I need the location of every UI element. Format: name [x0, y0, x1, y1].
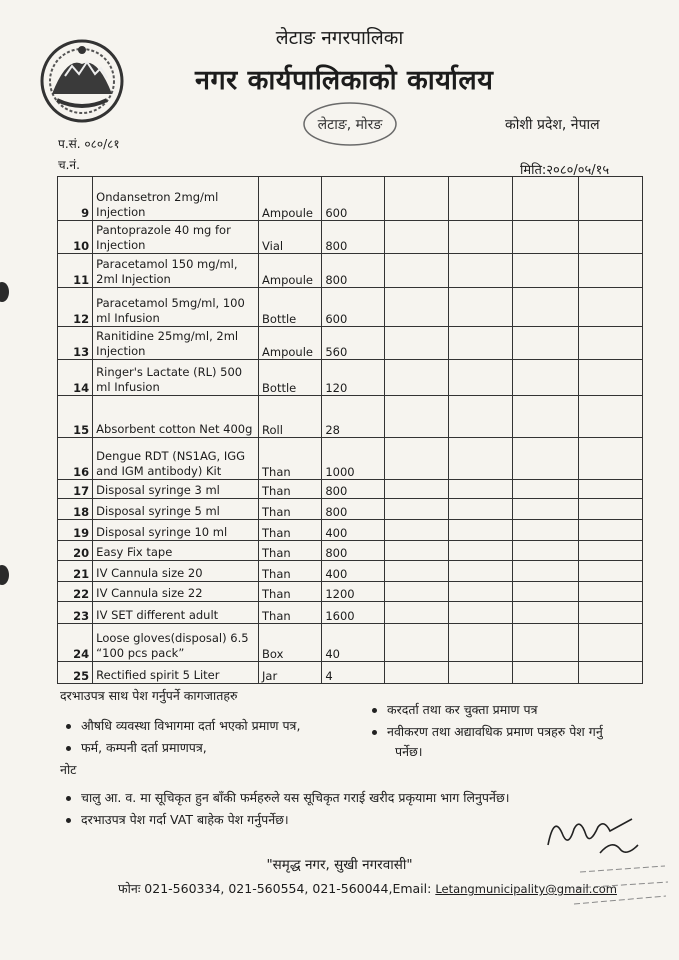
table-row — [58, 396, 643, 438]
empty-cell — [448, 541, 512, 561]
serial-number-cell: 14 — [58, 360, 93, 396]
serial-number-cell: 18 — [58, 499, 93, 520]
item-description-cell: Absorbent cotton Net 400g — [93, 396, 259, 438]
office-stamp — [300, 96, 400, 148]
empty-cell — [384, 177, 448, 221]
empty-cell — [578, 499, 642, 520]
item-description-cell: Ondansetron 2mg/ml Injection — [93, 177, 259, 221]
unit-cell: Than — [259, 520, 322, 541]
documents-heading: दरभाउपत्र साथ पेश गर्नुपर्ने कागजातहरु — [60, 688, 238, 703]
empty-cell — [513, 396, 578, 438]
table-row — [58, 177, 643, 221]
empty-cell — [513, 520, 578, 541]
unit-cell: Than — [259, 541, 322, 561]
table-row — [58, 438, 643, 480]
table-row — [58, 561, 643, 582]
empty-cell — [384, 541, 448, 561]
empty-cell — [578, 520, 642, 541]
empty-cell — [513, 288, 578, 327]
empty-cell — [448, 561, 512, 582]
item-description-cell: Paracetamol 150 mg/ml, 2ml Injection — [93, 254, 259, 288]
contact-line — [118, 880, 617, 897]
empty-cell — [384, 561, 448, 582]
serial-number-cell: 9 — [58, 177, 93, 221]
empty-cell — [448, 177, 512, 221]
municipality-name: लेटाङ नगरपालिका — [275, 27, 404, 49]
unit-cell: Ampoule — [259, 327, 322, 360]
serial-number-cell: 22 — [58, 582, 93, 602]
table-row — [58, 360, 643, 396]
serial-number-cell: 23 — [58, 602, 93, 624]
empty-cell — [513, 438, 578, 480]
table-row — [58, 288, 643, 327]
item-description-cell: Pantoprazole 40 mg for Injection — [93, 221, 259, 254]
note-item: दरभाउपत्र पेश गर्दा VAT बाहेक पेश गर्नुपर्नेछ। — [66, 811, 289, 828]
slogan: "समृद्ध नगर, सुखी नगरवासी" — [266, 857, 413, 873]
empty-cell — [448, 254, 512, 288]
unit-cell: Bottle — [259, 360, 322, 396]
empty-cell — [384, 360, 448, 396]
empty-cell — [384, 582, 448, 602]
quantity-cell: 400 — [322, 520, 384, 541]
unit-cell: Than — [259, 582, 322, 602]
empty-cell — [384, 662, 448, 684]
table-row — [58, 499, 643, 520]
document-item: करदर्ता तथा कर चुक्ता प्रमाण पत्र — [372, 701, 538, 718]
unit-cell: Than — [259, 438, 322, 480]
empty-cell — [448, 662, 512, 684]
items-table — [57, 176, 643, 684]
email-label: Email: — [392, 881, 436, 896]
empty-cell — [513, 360, 578, 396]
empty-cell — [578, 327, 642, 360]
empty-cell — [448, 438, 512, 480]
serial-number-cell: 12 — [58, 288, 93, 327]
letter-number: प.सं. ०८०/८१ — [58, 137, 120, 151]
unit-cell: Than — [259, 561, 322, 582]
empty-cell — [513, 602, 578, 624]
province-label: कोशी प्रदेश, नेपाल — [505, 117, 600, 133]
empty-cell — [384, 396, 448, 438]
bullet-icon — [372, 730, 377, 735]
empty-cell — [513, 221, 578, 254]
empty-cell — [578, 480, 642, 499]
empty-cell — [448, 582, 512, 602]
empty-cell — [384, 288, 448, 327]
serial-number-cell: 11 — [58, 254, 93, 288]
item-description-cell: Ringer's Lactate (RL) 500 ml Infusion — [93, 360, 259, 396]
quantity-cell: 1000 — [322, 438, 384, 480]
table-row — [58, 582, 643, 602]
unit-cell: Vial — [259, 221, 322, 254]
table-row — [58, 541, 643, 561]
table-row — [58, 662, 643, 684]
serial-number-cell: 25 — [58, 662, 93, 684]
empty-cell — [448, 360, 512, 396]
table-row — [58, 520, 643, 541]
unit-cell: Bottle — [259, 288, 322, 327]
empty-cell — [578, 541, 642, 561]
quantity-cell: 600 — [322, 177, 384, 221]
quantity-cell: 800 — [322, 541, 384, 561]
empty-cell — [578, 288, 642, 327]
empty-cell — [513, 582, 578, 602]
item-description-cell: Easy Fix tape — [93, 541, 259, 561]
table-row — [58, 624, 643, 662]
serial-number-cell: 21 — [58, 561, 93, 582]
serial-number-cell: 15 — [58, 396, 93, 438]
quantity-cell: 800 — [322, 499, 384, 520]
unit-cell: Than — [259, 480, 322, 499]
empty-cell — [578, 254, 642, 288]
empty-cell — [448, 288, 512, 327]
empty-cell — [513, 254, 578, 288]
quantity-cell: 1600 — [322, 602, 384, 624]
document-item: फर्म, कम्पनी दर्ता प्रमाणपत्र, — [66, 739, 207, 756]
item-description-cell: IV Cannula size 22 — [93, 582, 259, 602]
empty-cell — [384, 438, 448, 480]
empty-cell — [578, 177, 642, 221]
quantity-cell: 1200 — [322, 582, 384, 602]
serial-number-cell: 13 — [58, 327, 93, 360]
quantity-cell: 800 — [322, 254, 384, 288]
bullet-icon — [66, 818, 71, 823]
empty-cell — [513, 177, 578, 221]
table-row — [58, 602, 643, 624]
quantity-cell: 400 — [322, 561, 384, 582]
empty-cell — [578, 662, 642, 684]
item-description-cell: Loose gloves(disposal) 6.5 “100 pcs pack” — [93, 624, 259, 662]
table-row — [58, 254, 643, 288]
empty-cell — [448, 520, 512, 541]
empty-cell — [578, 602, 642, 624]
table-row — [58, 327, 643, 360]
quantity-cell: 800 — [322, 221, 384, 254]
empty-cell — [578, 360, 642, 396]
serial-number-cell: 19 — [58, 520, 93, 541]
item-description-cell: Disposal syringe 10 ml — [93, 520, 259, 541]
item-description-cell: Disposal syringe 5 ml — [93, 499, 259, 520]
empty-cell — [448, 480, 512, 499]
empty-cell — [384, 254, 448, 288]
quantity-cell: 40 — [322, 624, 384, 662]
item-description-cell: Rectified spirit 5 Liter — [93, 662, 259, 684]
quantity-cell: 120 — [322, 360, 384, 396]
empty-cell — [384, 221, 448, 254]
table-row — [58, 221, 643, 254]
unit-cell: Roll — [259, 396, 322, 438]
bullet-icon — [66, 796, 71, 801]
punch-hole — [0, 565, 9, 585]
empty-cell — [448, 624, 512, 662]
email-link[interactable]: Letangmunicipality@gmail.com — [435, 882, 617, 896]
note-item: चालु आ. व. मा सूचिकृत हुन बाँकी फर्महरुले यस सूचिकृत गराई खरीद प्रकृयामा भाग लिनुपर्नेछ। — [66, 789, 509, 806]
item-description-cell: Paracetamol 5mg/ml, 100 ml Infusion — [93, 288, 259, 327]
empty-cell — [578, 582, 642, 602]
bullet-icon — [66, 724, 71, 729]
empty-cell — [578, 561, 642, 582]
empty-cell — [384, 624, 448, 662]
empty-cell — [513, 499, 578, 520]
serial-number-cell: 16 — [58, 438, 93, 480]
phone-numbers: फोनः 021-560334, 021-560554, 021-560044, — [118, 881, 393, 896]
empty-cell — [513, 624, 578, 662]
document-date: मिति:२०८०/०५/१५ — [520, 163, 610, 178]
empty-cell — [384, 520, 448, 541]
dispatch-number: च.नं. — [58, 158, 80, 172]
empty-cell — [513, 541, 578, 561]
empty-cell — [448, 221, 512, 254]
empty-cell — [578, 438, 642, 480]
empty-cell — [384, 499, 448, 520]
bullet-icon — [372, 708, 377, 713]
bullet-icon — [66, 746, 71, 751]
item-description-cell: IV Cannula size 20 — [93, 561, 259, 582]
empty-cell — [384, 327, 448, 360]
unit-cell: Ampoule — [259, 177, 322, 221]
empty-cell — [578, 221, 642, 254]
unit-cell: Jar — [259, 662, 322, 684]
empty-cell — [513, 662, 578, 684]
note-heading: नोट — [60, 762, 77, 777]
item-description-cell: Ranitidine 25mg/ml, 2ml Injection — [93, 327, 259, 360]
office-title: नगर कार्यपालिकाको कार्यालय — [195, 65, 494, 96]
quantity-cell: 4 — [322, 662, 384, 684]
unit-cell: Than — [259, 602, 322, 624]
empty-cell — [578, 396, 642, 438]
quantity-cell: 600 — [322, 288, 384, 327]
punch-hole — [0, 282, 9, 302]
unit-cell: Box — [259, 624, 322, 662]
document-item-continued: पर्नेछ। — [395, 744, 423, 759]
table-row — [58, 480, 643, 499]
empty-cell — [384, 602, 448, 624]
document-item: नवीकरण तथा अद्यावधिक प्रमाण पत्रहरु पेश गर्नु — [372, 723, 603, 740]
quantity-cell: 560 — [322, 327, 384, 360]
stamp-text: लेटाङ, मोरङ — [317, 117, 383, 133]
document-item: औषधि व्यवस्था विभागमा दर्ता भएको प्रमाण पत्र, — [66, 717, 300, 734]
serial-number-cell: 17 — [58, 480, 93, 499]
item-description-cell: Dengue RDT (NS1AG, IGG and IGM antibody) Kit — [93, 438, 259, 480]
empty-cell — [448, 499, 512, 520]
empty-cell — [384, 480, 448, 499]
unit-cell: Ampoule — [259, 254, 322, 288]
serial-number-cell: 20 — [58, 541, 93, 561]
quantity-cell: 800 — [322, 480, 384, 499]
empty-cell — [578, 624, 642, 662]
empty-cell — [513, 480, 578, 499]
empty-cell — [448, 327, 512, 360]
item-description-cell: IV SET different adult — [93, 602, 259, 624]
unit-cell: Than — [259, 499, 322, 520]
empty-cell — [448, 602, 512, 624]
serial-number-cell: 24 — [58, 624, 93, 662]
empty-cell — [448, 396, 512, 438]
empty-cell — [513, 327, 578, 360]
quantity-cell: 28 — [322, 396, 384, 438]
serial-number-cell: 10 — [58, 221, 93, 254]
item-description-cell: Disposal syringe 3 ml — [93, 480, 259, 499]
empty-cell — [513, 561, 578, 582]
